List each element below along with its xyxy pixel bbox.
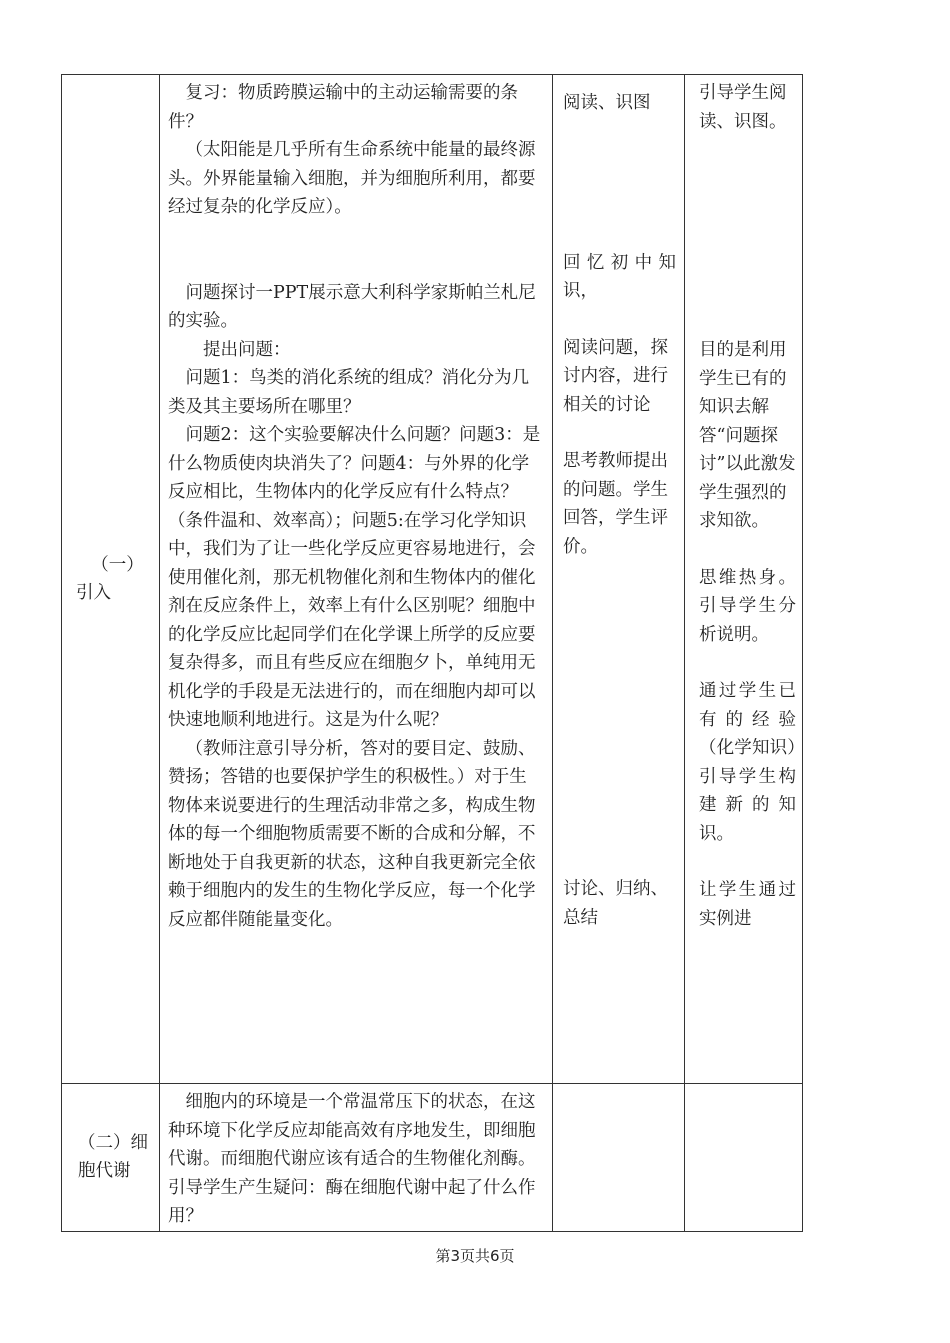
content-cell-intro: [160, 75, 553, 1084]
page-footer: 第3页共6页: [435, 1247, 515, 1265]
content-metabolism: 细胞内的环境是一个常温常压下的状态，在这种环境下化学反应却能高效有序地发生，即细胞代谢。而细胞代谢应该有适合的生物催化剂酶。引导学生产生疑问：酶在细胞代谢中起了什么作用？: [168, 1092, 536, 1226]
content-questions-2-5: 问题2：这个实验要解决什么问题？问题3：是什么物质使肉块消失了？问题4：与外界的化学反应相比，生物体内的化学反应有什么特点？（条件温和、效率高）；问题5:在学习化学知识中，我们为了让一些化学反应更容易地进行，会使用催化剂，那无机物催化剂和生物体内的催化剂在反应条件上，效率上有什么区别呢？细胞中的化学反应比起同学们在化学课上所学的反应要复杂得多，而且有些反应在细胞夕卜，单纯用无机化学的手段是无法进行的，而在细胞内却可以快速地顺利地进行。这是为什么呢？: [168, 425, 541, 730]
student-recall: 回忆初中知识，: [563, 252, 676, 301]
stage-cell-metabolism: [62, 1084, 160, 1232]
content-sun-energy: （太阳能是几乎所有生命系统中能量的最终源头。外界能量输入细胞，并为细胞所利用，都要经过复杂的化学反应）。: [168, 140, 536, 217]
teacher-examples: 让学生通过实例进: [699, 880, 796, 929]
teacher-purpose-cell-intro: [685, 75, 803, 1084]
teacher-warmup: 思维热身。引导学生分析说明。: [699, 567, 796, 645]
content-teacher-note: （教师注意引导分析，答对的要目定、鼓励、赞扬；答错的也要保护学生的积极性。）对于生物体来说要进行的生理活动非常之多，构成生物体的每一个细胞物质需要不断的合成和分解，不断地处于自我更新的状态，这种自我更新完全依赖于细胞内的发生的生物化学反应，每一个化学反应都伴随能量变化。: [168, 738, 536, 930]
stage-name: 引入: [76, 583, 111, 603]
student-read-figure: 阅读、识图: [563, 93, 651, 113]
content-problem-ppt: 问题探讨一PPT展示意大利科学家斯帕兰札尼的实验。: [168, 282, 536, 331]
stage-cell-intro: [62, 75, 160, 1084]
teacher-guide-read: 引导学生阅读、识图。: [699, 83, 787, 132]
student-read-questions: 阅读问题，探讨内容，进行相关的讨论: [563, 337, 668, 415]
content-question-1: 问题1：鸟类的消化系统的组成？消化分为几类及其主要场所在哪里？: [168, 368, 530, 417]
table-row-metabolism: [62, 1084, 803, 1232]
table-row-intro: [62, 75, 803, 1084]
teacher-purpose-knowledge: 目的是利用学生已有的知识去解答“问题探讨”以此激发学生强烈的求知欲。: [699, 340, 796, 531]
stage-number: （一）: [91, 555, 144, 575]
teacher-purpose-cell-metabolism: [685, 1084, 803, 1232]
teacher-build-knowledge: 通过学生已有的经验（化学知识）引导学生构建新的知识。: [699, 681, 796, 844]
student-think-answer: 思考教师提出的问题。学生回答，学生评价。: [563, 451, 668, 557]
student-activity-cell-metabolism: [553, 1084, 685, 1232]
content-cell-metabolism: [160, 1084, 553, 1232]
student-discuss-summarize: 讨论、归纳、总结: [563, 879, 668, 928]
content-raise-questions: 提出问题：: [203, 339, 291, 360]
student-activity-cell-intro: [553, 75, 685, 1084]
lesson-plan-table: [61, 74, 803, 1232]
stage-label-metabolism: （二）细胞代谢: [78, 1133, 148, 1182]
content-review: 复习：物质跨膜运输中的主动运输需要的条件？: [168, 83, 518, 132]
